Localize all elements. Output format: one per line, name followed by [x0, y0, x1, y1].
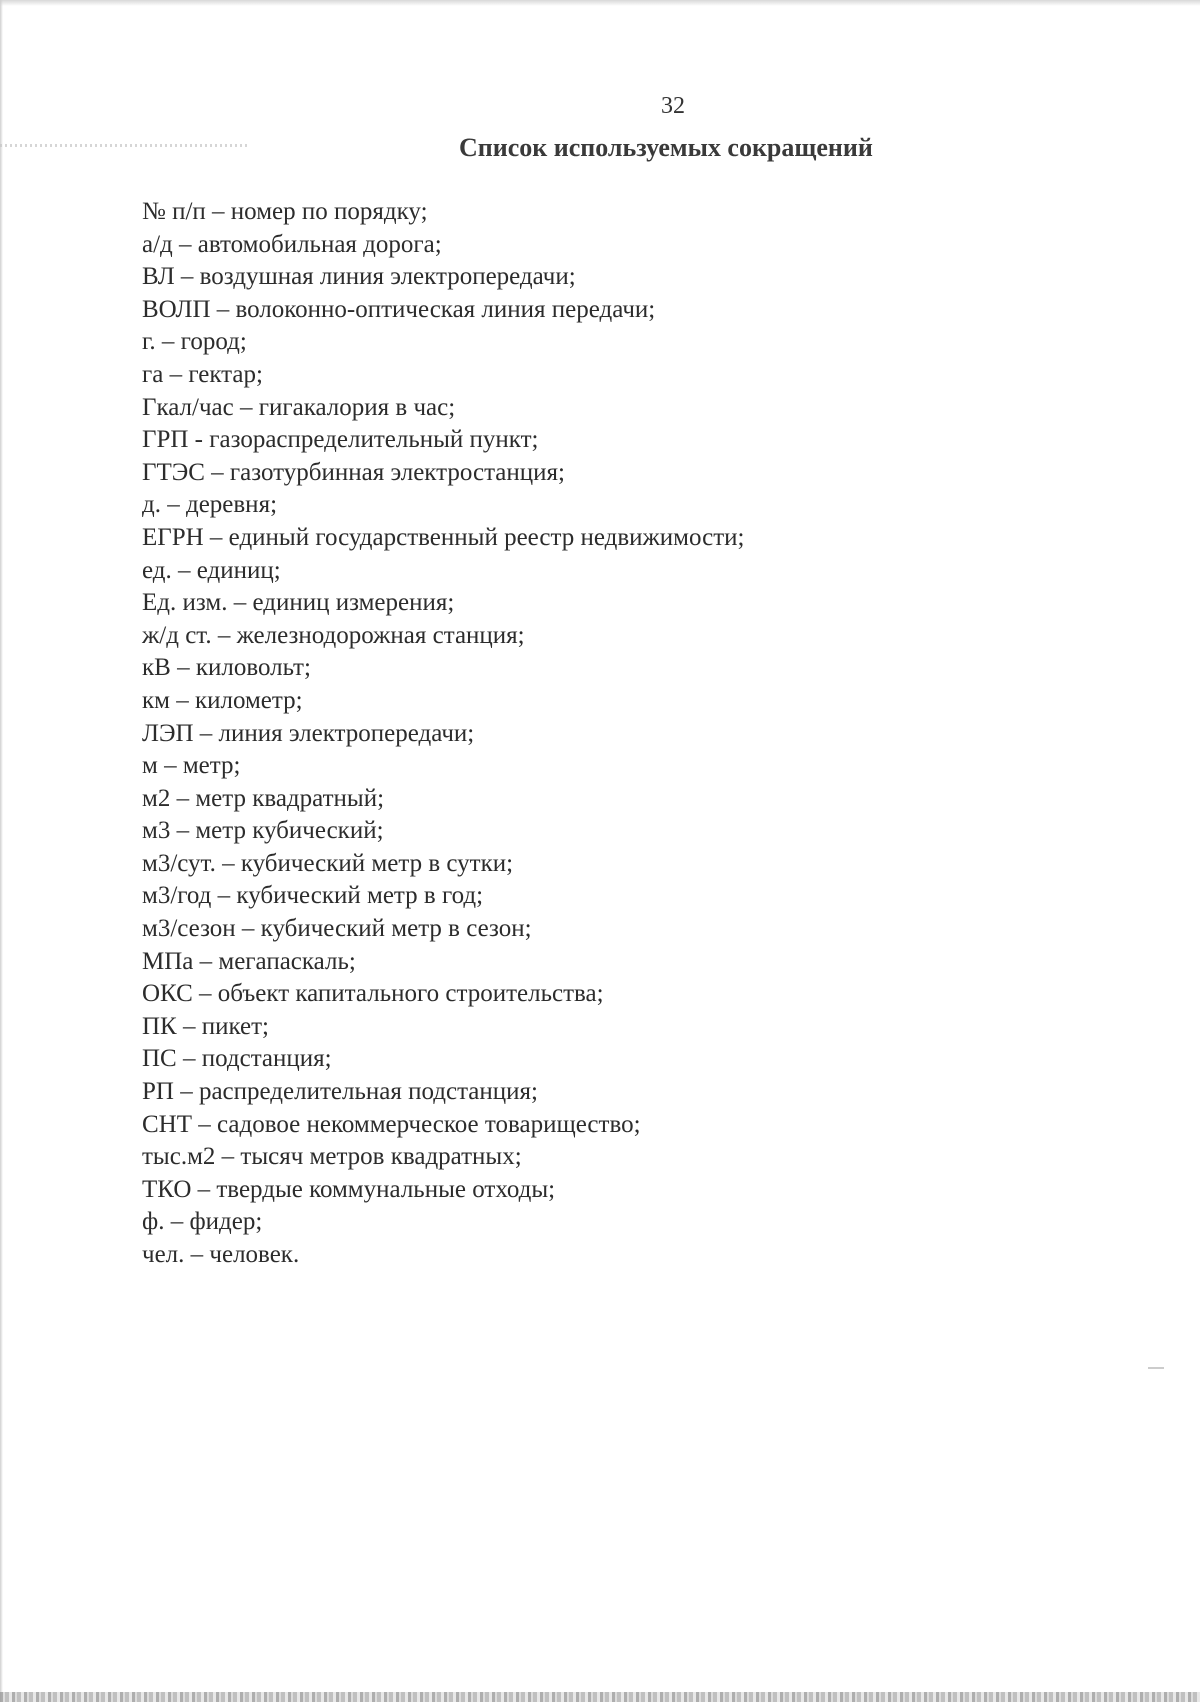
abbreviation-item: СНТ – садовое некоммерческое товарищество; [142, 1110, 641, 1138]
abbreviation-item: ПК – пикет; [142, 1012, 269, 1040]
abbreviation-item: а/д – автомобильная дорога; [142, 230, 442, 258]
scan-noise [0, 144, 250, 147]
abbreviation-item: ЛЭП – линия электропередачи; [142, 719, 475, 747]
scan-noise-mark [1148, 1367, 1164, 1369]
abbreviation-item: чел. – человек. [142, 1241, 300, 1268]
abbreviation-item: м2 – метр квадратный; [142, 784, 385, 812]
abbreviation-item: м3/сут. – кубический метр в сутки; [142, 849, 514, 877]
scan-edge-bottom [0, 1692, 1200, 1702]
abbreviation-list [142, 196, 744, 1272]
abbreviation-item: РП – распределительная подстанция; [142, 1078, 538, 1106]
abbreviation-item: ЕГРН – единый государственный реестр недвижимости; [142, 523, 745, 551]
scan-edge-left [0, 0, 3, 1702]
abbreviation-item: тыс.м2 – тысяч метров квадратных; [142, 1143, 522, 1171]
abbreviation-item: Гкал/час – гигакалория в час; [142, 393, 456, 421]
abbreviation-item: м3/год – кубический метр в год; [142, 882, 484, 910]
abbreviation-item: га – гектар; [142, 360, 263, 388]
scan-edge-top [0, 0, 1200, 6]
abbreviation-item: ТКО – твердые коммунальные отходы; [142, 1175, 556, 1203]
abbreviation-item: кВ – киловольт; [142, 654, 311, 682]
page-title: Список используемых сокращений [459, 133, 873, 162]
abbreviation-item: ВЛ – воздушная линия электропередачи; [142, 263, 576, 291]
abbreviation-item: ОКС – объект капитального строительства; [142, 980, 604, 1008]
abbreviation-item: км – километр; [142, 686, 303, 714]
abbreviation-item: м3 – метр кубический; [142, 817, 384, 845]
abbreviation-item: г. – город; [142, 328, 247, 356]
abbreviation-item: ф. – фидер; [142, 1208, 263, 1236]
abbreviation-item: д. – деревня; [142, 491, 278, 519]
abbreviation-item: МПа – мегапаскаль; [142, 947, 356, 975]
abbreviation-item: Ед. изм. – единиц измерения; [142, 589, 455, 617]
page-number: 32 [661, 93, 685, 119]
abbreviation-item: м3/сезон – кубический метр в сезон; [142, 915, 532, 943]
abbreviation-item: ВОЛП – волоконно-оптическая линия передачи; [142, 295, 656, 323]
abbreviation-item: ПС – подстанция; [142, 1045, 332, 1073]
abbreviation-item: ж/д ст. – железнодорожная станция; [142, 621, 525, 649]
abbreviation-item: ГТЭС – газотурбинная электростанция; [142, 458, 565, 486]
abbreviation-item: № п/п – номер по порядку; [142, 198, 428, 225]
abbreviation-item: ед. – единиц; [142, 556, 281, 584]
abbreviation-item: м – метр; [142, 752, 241, 780]
abbreviation-item: ГРП - газораспределительный пункт; [142, 426, 539, 454]
